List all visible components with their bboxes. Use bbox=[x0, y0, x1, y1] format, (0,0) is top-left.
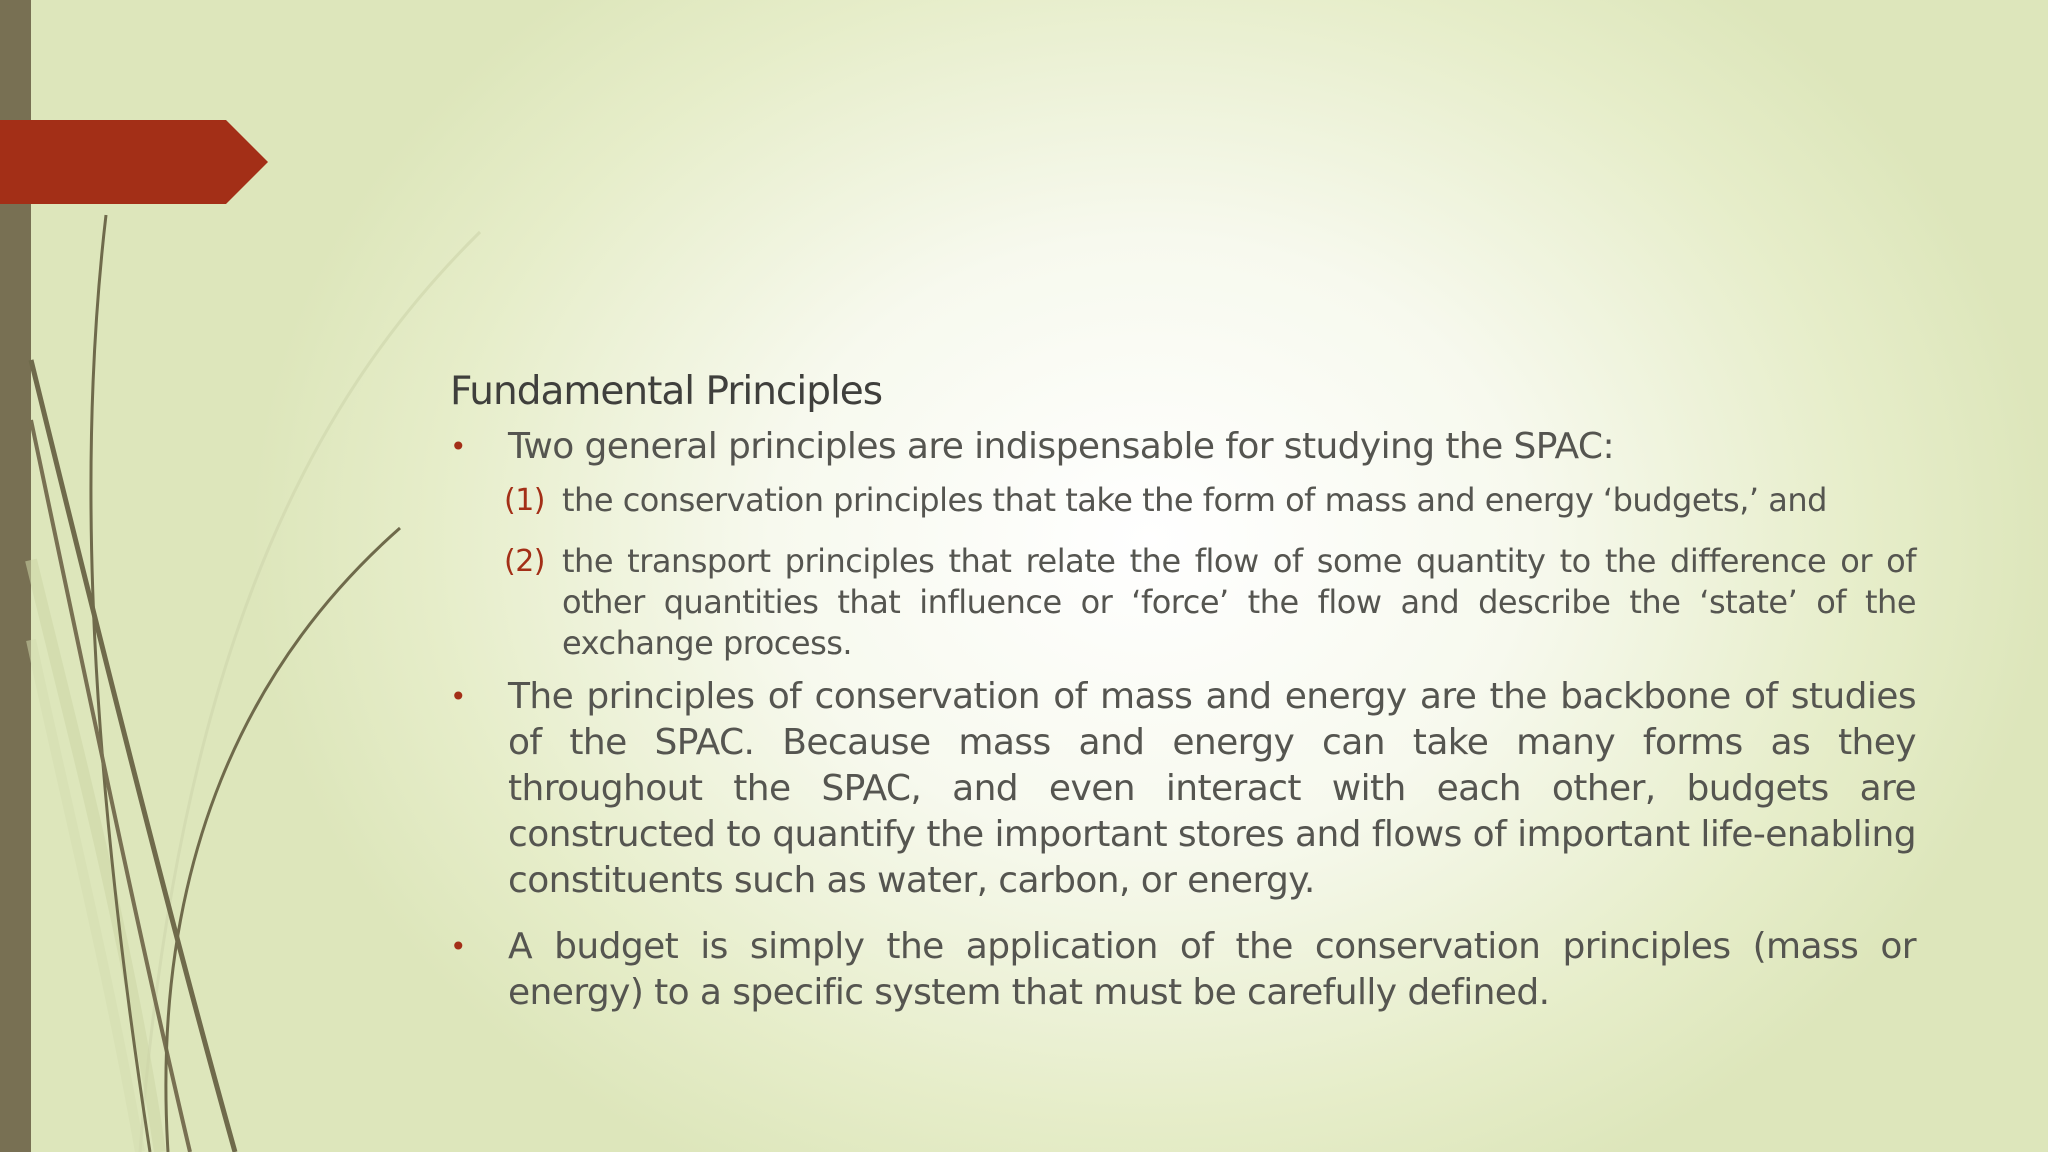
bullet-text: The principles of conservation of mass and energy are the backbone of studies of the SPAC. Because mass and energy can take many forms as they throughout the SPAC, and even interact with each other, budgets are constructed to quantify the important stores and flows of important life-enabling constituents such as water, carbon, or energy. bbox=[508, 676, 1916, 901]
red-arrow-tab bbox=[0, 120, 268, 204]
bullet-item bbox=[450, 924, 1916, 1016]
sub-item-number: (2) bbox=[504, 544, 545, 579]
bullet-text: A budget is simply the application of the conservation principles (mass or energy) to a specific system that must be carefully defined. bbox=[508, 926, 1916, 1013]
sub-item-text: the transport principles that relate the flow of some quantity to the difference or of other quantities that influence or ‘force’ the flow and describe the ‘state’ of the exchange process. bbox=[562, 542, 1916, 662]
slide-content bbox=[450, 366, 1916, 1016]
bullet-item bbox=[450, 424, 1916, 470]
bullet-marker: • bbox=[450, 430, 466, 463]
bullet-text: Two general principles are indispensable for studying the SPAC: bbox=[508, 426, 1614, 467]
slide-title: Fundamental Principles bbox=[450, 369, 883, 414]
bullet-marker: • bbox=[450, 930, 466, 963]
numbered-sub-item bbox=[450, 541, 1916, 664]
bullet-item bbox=[450, 674, 1916, 904]
bullet-marker: • bbox=[450, 680, 466, 713]
sub-item-number: (1) bbox=[504, 483, 545, 518]
numbered-sub-item bbox=[450, 480, 1916, 521]
sub-item-text: the conservation principles that take the form of mass and energy ‘budgets,’ and bbox=[562, 481, 1827, 519]
